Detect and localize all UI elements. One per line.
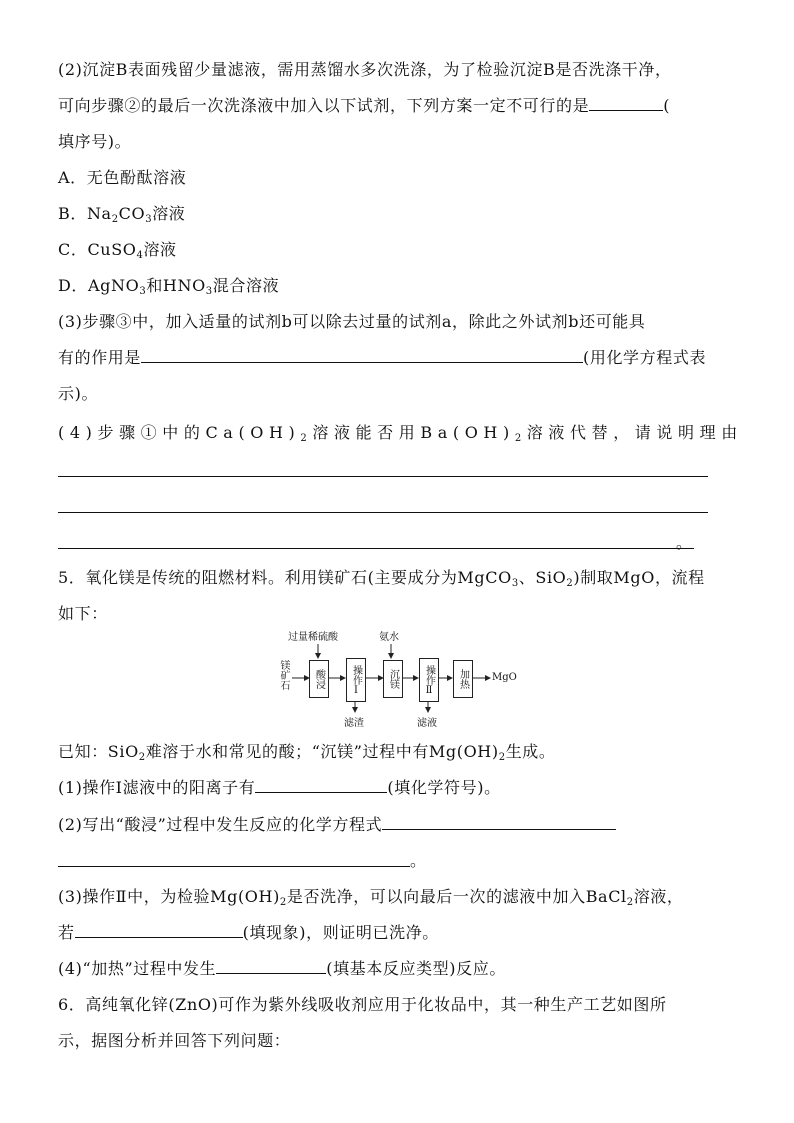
q2-line-1: (2)沉淀B表面残留少量滤液，需用蒸馏水多次洗涤，为了检验沉淀B是否洗涤干净， bbox=[58, 60, 672, 79]
q3-line-3: 示)。 bbox=[58, 384, 99, 403]
p5-intro-line-2: 如下： bbox=[58, 604, 108, 623]
option-b: B．$Na_2CO_3$溶液 bbox=[58, 204, 186, 225]
p5-intro-line-1: 5．氧化镁是传统的阻燃材料。利用镁矿石(主要成分为MgCO$_3$、SiO$_2$)制取MgO，流程 bbox=[58, 568, 705, 589]
p6-line-2: 示，据图分析并回答下列问题： bbox=[58, 1031, 291, 1050]
q4-end-mark: 。 bbox=[676, 533, 693, 552]
option-c: C．CuSO$_4$溶液 bbox=[58, 240, 177, 261]
flow-step-heat: 加热 bbox=[453, 660, 473, 698]
answer-line bbox=[58, 548, 694, 549]
flow-step-operation-2: 操作Ⅱ bbox=[419, 658, 439, 702]
residue-label: 滤渣 bbox=[344, 718, 364, 729]
p5-q2: (2)写出“酸浸”过程中发生反应的化学方程式 bbox=[58, 814, 616, 836]
answer-blank bbox=[589, 96, 663, 111]
answer-line bbox=[58, 866, 410, 867]
p5-q2-end: 。 bbox=[410, 851, 427, 870]
answer-blank bbox=[255, 778, 387, 793]
p5-q3-line-2: 若 (填现象)，则证明已洗净。 bbox=[58, 923, 439, 942]
product-label: MgO bbox=[492, 672, 517, 683]
flow-step-operation-1: 操作Ⅰ bbox=[346, 658, 366, 702]
p5-q3-line-1: (3)操作Ⅱ中，为检验$Mg(OH)_2$是否洗净，可以向最后一次的滤液中加入BaCl$_2$溶液， bbox=[58, 887, 684, 908]
reagent-acid-label: 过量稀硫酸 bbox=[288, 632, 338, 643]
q2-line-3: 填序号)。 bbox=[58, 132, 132, 151]
q3-line-2: 有的作用是 (用化学方程式表 bbox=[58, 348, 707, 367]
q3-line-1: (3)步骤③中，加入适量的试剂b可以除去过量的试剂a，除此之外试剂b还可能具 bbox=[58, 312, 646, 331]
q2-line-2: 可向步骤②的最后一次洗涤液中加入以下试剂，下列方案一定不可行的是 ( bbox=[58, 96, 671, 115]
p5-q4: (4)“加热”过程中发生 (填基本反应类型)反应。 bbox=[58, 959, 506, 978]
process-flow-diagram bbox=[270, 628, 530, 730]
option-d: D．AgNO$_3$和$HNO_3$混合溶液 bbox=[58, 276, 280, 297]
answer-blank bbox=[75, 923, 243, 938]
answer-blank bbox=[382, 815, 616, 830]
answer-line bbox=[58, 476, 708, 477]
flow-step-precipitate-mg: 沉镁 bbox=[383, 660, 403, 698]
answer-blank bbox=[216, 959, 326, 974]
answer-line bbox=[58, 512, 708, 513]
option-a: A．无色酚酞溶液 bbox=[58, 168, 187, 187]
reagent-ammonia-label: 氨水 bbox=[379, 632, 399, 643]
filtrate-label: 滤液 bbox=[417, 718, 437, 729]
answer-blank bbox=[141, 348, 583, 363]
p6-line-1: 6．高纯氧化锌(ZnO)可作为紫外线吸收剂应用于化妆品中，其一种生产工艺如图所 bbox=[58, 995, 667, 1014]
q4-line-1: (4)步骤①中的$Ca(OH)_2$溶液能否用$Ba(OH)_2$溶液代替，请说明理由 bbox=[58, 423, 743, 444]
flow-step-acid-leach: 酸浸 bbox=[309, 660, 329, 698]
raw-ore-label: 镁矿石 bbox=[278, 660, 289, 690]
p5-q1: (1)操作Ⅰ滤液中的阳离子有 (填化学符号)。 bbox=[58, 778, 501, 797]
p5-known: 已知：SiO$_2$难溶于水和常见的酸；“沉镁”过程中有$Mg(OH)_2$生成。 bbox=[58, 742, 556, 763]
